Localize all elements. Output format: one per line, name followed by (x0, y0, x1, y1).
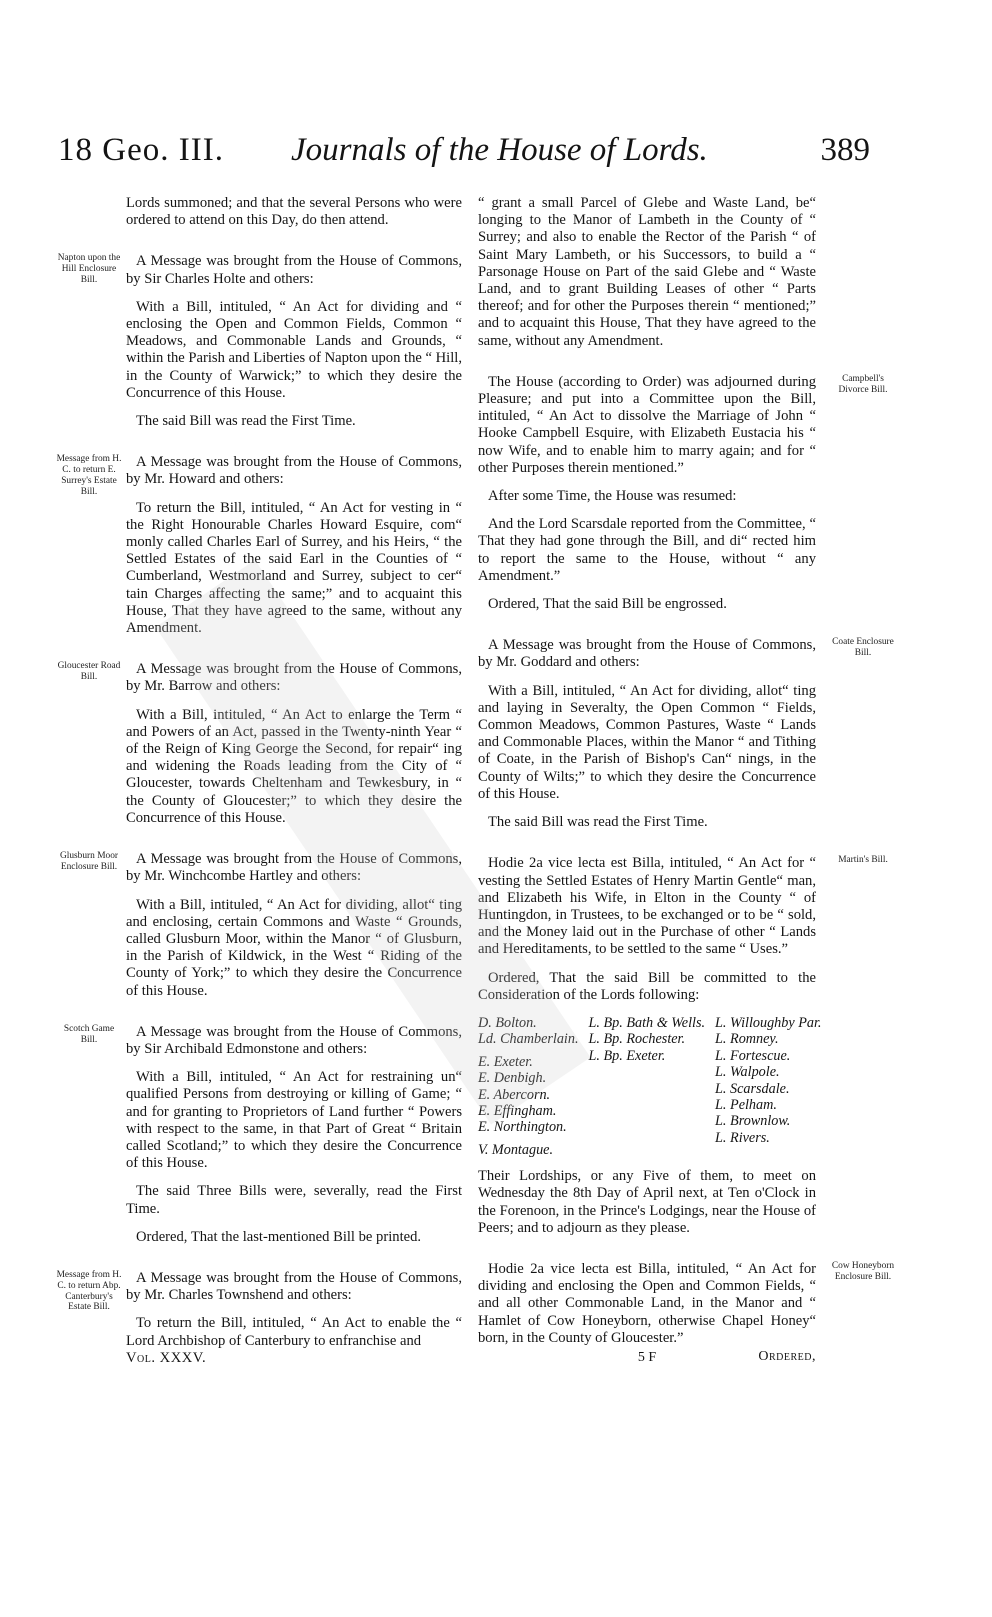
volume-mark: Vol. XXXV. (126, 1349, 207, 1366)
entry-campbell (478, 373, 888, 613)
lord-name: D. Bolton. (478, 1014, 537, 1031)
lord-name: L. Pelham. (715, 1096, 777, 1113)
intro-text: Lords summoned; and that the several Persons who were ordered to attend on this Day, do then attend. (126, 195, 462, 229)
entry-surrey (56, 454, 462, 637)
message-text: A Message was brought from the House of Commons, by Mr. Winchcombe Hartley and others: (126, 851, 462, 885)
right-column (478, 195, 895, 1365)
bill-text: To return the Bill, intituled, “ An Act to enable the “ Lord Archbishop of Canterbury to enfranchise and (126, 1315, 462, 1349)
bill-text: With a Bill, intituled, “ An Act for dividing, allot“ ting and enclosing, certain Commons and Waste “ Grounds, called Glusburn Moor, within the Manor “ of Glusburn, in the Parish of Kildwick, in the West “ Riding of the County of York;” to which they desire the Concurrence of this House. (126, 896, 462, 999)
lord-name: V. Montague. (478, 1141, 554, 1158)
committee-lords-list (478, 1014, 822, 1158)
journal-title: Journals of the House of Lords. (291, 132, 708, 168)
message-text: A Message was brought from the House of Commons, by Mr. Howard and others: (126, 454, 462, 488)
lord-name: E. Exeter. (478, 1053, 533, 1070)
margin-note: Message from H. C. to return Abp. Canterbury's Estate Bill. (56, 1269, 122, 1313)
page-number: 389 (820, 132, 870, 168)
bill-text: To return the Bill, intituled, “ An Act for vesting in “ the Right Honourable Charles Howard Esquire, com“ monly called Charles Earl of Surrey, and his Heirs, “ the Settled Estates of the said Earl in the Counties of “ Cumberland, Westmorland and Surrey, subject to cer“ tain Charges affecting the same;” and to acquaint this House, That they have agreed to the same, without any Amendment. (126, 499, 462, 637)
lord-name: L. Fortescue. (715, 1047, 791, 1064)
lords-column-3 (715, 1015, 821, 1158)
left-column (56, 195, 462, 1367)
lord-name: L. Walpole. (715, 1064, 780, 1081)
lord-name: L. Willoughby Par. (715, 1014, 822, 1031)
entry-glusburn (59, 851, 462, 1000)
lord-name: L. Rivers. (715, 1129, 770, 1146)
lord-name: L. Brownlow. (715, 1113, 791, 1130)
margin-note: Napton upon the Hill Enclosure Bill. (57, 253, 121, 285)
order-text: Ordered, That the said Bill be engrossed. (488, 596, 727, 613)
reading-note: The said Three Bills were, severally, read the First Time. (126, 1183, 462, 1217)
entry-napton (57, 253, 462, 430)
margin-note: Cow Honeyborn Enclosure Bill. (831, 1260, 895, 1282)
message-text: A Message was brought from the House of Commons, by Mr. Goddard and others: (478, 637, 816, 671)
margin-note: Campbell's Divorce Bill. (838, 373, 888, 395)
lord-name: Ld. Chamberlain. (478, 1031, 579, 1048)
proceeding-text: After some Time, the House was resumed: (488, 488, 737, 505)
entry-scotch-game (63, 1023, 462, 1246)
lord-name: E. Effingham. (478, 1102, 557, 1119)
margin-note: Gloucester Road Bill. (57, 661, 121, 683)
bill-text: Hodie 2a vice lecta est Billa, intituled, “ An Act for dividing and enclosing the Open and Common Fields, “ and all other Commonable Land, in the Manor and “ Hamlet of Cow Honeyborn, otherwise Chapel Honey“ born, in the County of Gloucester.” (478, 1260, 816, 1346)
margin-note: Coate Enclosure Bill. (832, 637, 894, 659)
order-text: Ordered, That the last-mentioned Bill be printed. (136, 1228, 422, 1245)
margin-note: Message from H. C. to return E. Surrey's Estate Bill. (56, 454, 122, 497)
catchword: Ordered, (758, 1349, 816, 1365)
order-text: Ordered, That the said Bill be committed to the Consideration of the Lords following: (478, 969, 816, 1003)
report-text: And the Lord Scarsdale reported from the Committee, “ That they had gone through the Bill, and di“ rected him to report the same to the House, without “ any Amendment.” (478, 516, 816, 584)
proceeding-text: The House (according to Order) was adjourned during Pleasure; and put into a Committee upon the Bill, intituled, “ An Act to dissolve the Marriage of John “ Hooke Campbell Esquire, with Elizabeth Eustacia his “ now Wife, and to enable him to marry again; and for “ other Purposes therein mentioned.” (478, 373, 816, 476)
bill-text: Hodie 2a vice lecta est Billa, intituled, “ An Act for “ vesting the Settled Estates of Henry Martin Gentle“ man, and Elizabeth his Wife, in Elton in the County “ of Huntingdon, in Trustees, to be exchanged or to be “ sold, and the Money laid out in the Purchase of other “ Lands and Hereditaments, to be settled to the same “ Uses.” (478, 855, 816, 958)
continued-text: “ grant a small Parcel of Glebe and Waste Land, be“ longing to the Manor of Lambeth in the County of “ Surrey; and also to enable the Rector of the Parish “ of Saint Mary Lambeth, or his Successors, to build a “ Parsonage House on Part of the said Glebe and “ Waste Land, and to grant Building Leases of other “ Parts thereof; and for other the Purposes therein “ mentioned;” and to acquaint this House, That they have agreed to the same, without any Amendment. (478, 195, 816, 349)
message-text: A Message was brought from the House of Commons, by Mr. Charles Townshend and others: (126, 1269, 462, 1304)
lord-name: E. Northington. (478, 1119, 567, 1136)
entry-martin (478, 855, 888, 1237)
entry-canterbury (56, 1269, 462, 1367)
bill-text: With a Bill, intituled, “ An Act for restraining un“ qualified Persons from destroying or killing of Game; “ and for granting to Proprietors of Land further “ Powers with respect to the same, in that Part of Great “ Britain called Scotland;” to which they desire the Concurrence of this House. (126, 1069, 462, 1172)
meeting-text: Their Lordships, or any Five of them, to meet on Wednesday the 8th Day of April next, at Ten o'Clock in the Forenoon, in the Prince's Lodgings, near the House of Peers; and to adjourn as they please. (478, 1168, 816, 1236)
lord-name: L. Bp. Bath & Wells. (588, 1014, 706, 1031)
lord-name: L. Scarsdale. (715, 1080, 790, 1097)
message-text: A Message was brought from the House of Commons, by Mr. Barrow and others: (126, 661, 462, 695)
reading-note: The said Bill was read the First Time. (136, 413, 356, 430)
margin-note: Martin's Bill. (838, 855, 888, 866)
lord-name: E. Abercorn. (478, 1086, 551, 1103)
message-text: A Message was brought from the House of Commons, by Sir Charles Holte and others: (126, 253, 462, 287)
message-text: A Message was brought from the House of Commons, by Sir Archibald Edmonstone and others: (126, 1023, 462, 1057)
lords-column-2 (589, 1015, 706, 1158)
margin-note: Scotch Game Bill. (63, 1023, 115, 1045)
entry-gloucester (57, 661, 462, 827)
margin-note: Glusburn Moor Enclosure Bill. (59, 851, 119, 872)
entry-cow-honeyborn (478, 1260, 895, 1365)
lord-name: L. Bp. Exeter. (588, 1047, 666, 1064)
regnal-year: 18 Geo. III. (58, 132, 224, 168)
page-header (58, 132, 870, 178)
reading-note: The said Bill was read the First Time. (488, 814, 708, 831)
bill-text: With a Bill, intituled, “ An Act for dividing and “ enclosing the Open and Common Fields, Common “ Meadows, and Commonable Lands and Grounds, “ within the Parish and Liberties of Napton upon the “ Hill, in the County of Warwick;” to which they desire the Concurrence of this House. (126, 298, 462, 401)
entry-coate (478, 637, 894, 831)
lord-name: E. Denbigh. (478, 1070, 547, 1087)
lord-name: L. Romney. (715, 1031, 779, 1048)
lord-name: L. Bp. Rochester. (588, 1031, 686, 1048)
lords-column-1 (478, 1015, 579, 1158)
signature-mark: 5 F (637, 1350, 657, 1365)
bill-text: With a Bill, intituled, “ An Act to enlarge the Term “ and Powers of an Act, passed in the Twenty-ninth Year “ of the Reign of King George the Second, for repair“ ing and widening the Roads leading from the City of “ Gloucester, towards Cheltenham and Tewkesbury, in “ the County of Gloucester;” to which they desire the Concurrence of this House. (126, 706, 462, 826)
bill-text: With a Bill, intituled, “ An Act for dividing, allot“ ting and laying in Severalty, the Open Common “ Fields, Common Meadows, Common Pastures, Waste “ Lands and Commonable Places, within the Manor “ and Tithing of Coate, in the Parish of Bishop's Can“ nings, in the County of Wilts;” to which they desire the Concurrence of this House. (478, 682, 816, 802)
